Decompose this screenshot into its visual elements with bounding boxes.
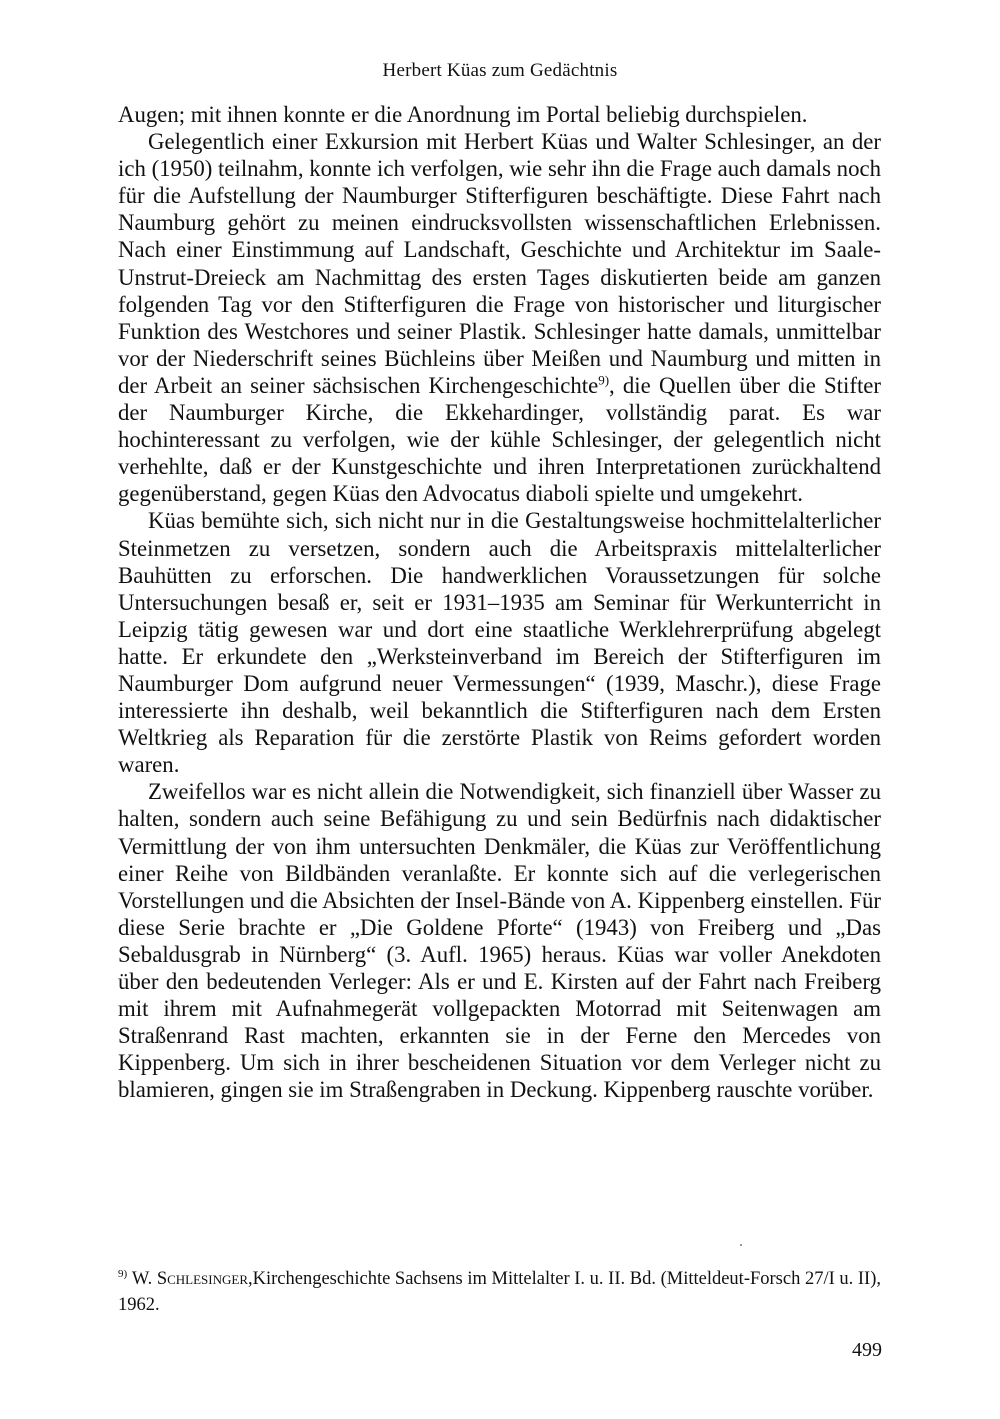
- footnote-author: W. Schlesinger,: [131, 1269, 253, 1289]
- print-speck: [740, 1244, 742, 1246]
- body-text: [118, 101, 881, 1103]
- paragraph-1: Augen; mit ihnen konnte er die Anordnung im Portal beliebig durchspielen.: [118, 102, 808, 127]
- running-head: Herbert Küas zum Gedächtnis: [382, 60, 618, 81]
- footnote-mark: 9): [118, 1267, 128, 1280]
- footnote: [118, 1267, 881, 1318]
- page-number: 499: [852, 1339, 882, 1361]
- footnote-text: Kirchengeschichte Sachsens im Mittelalter I. u. II. Bd. (Mitteldeut-Forsch 27/I u. II), 1962.: [118, 1269, 882, 1315]
- paragraph-2-text-b: , die Quellen über die Stifter der Naumburger Kirche, die Ekkehardinger, vollständig parat. Es war hochinteressant zu verfolgen, wie der kühle Schlesinger, der gelegentlich nicht verhehlte, daß er der Kunstgeschichte und ihren Interpretationen zurückhaltend gegenüberstand, gegen Küas den Advocatus diaboli spielte und umgekehrt.: [118, 372, 881, 507]
- paragraph-2: [118, 128, 881, 507]
- paragraph-3: Küas bemühte sich, sich nicht nur in die Gestaltungsweise hochmittelalterlicher Steinmetzen zu versetzen, sondern auch die Arbeitspraxis mittelalterlicher Bauhütten zu erforschen. Die handwerklichen Voraussetzungen für solche Untersuchungen besaß er, seit er 1931–1935 am Seminar für Werkunterricht in Leipzig tätig gewesen war und dort eine staatliche Werklehrerprüfung abgelegt hatte. Er erkundete den „Werksteinverband im Bereich der Stifterfiguren im Naumburger Dom aufgrund neuer Vermessungen“ (1939, Maschr.), diese Frage interessierte ihn deshalb, weil bekanntlich die Stifterfiguren nach dem Ersten Weltkrieg als Reparation für die zerstörte Plastik von Reims gefordert worden waren.: [118, 508, 881, 778]
- paragraph-2-text-a: Gelegentlich einer Exkursion mit Herbert Küas und Walter Schlesinger, an der ich (1950) teilnahm, konnte ich verfolgen, wie sehr ihn die Frage auch damals noch für die Aufstellung der Naumburger Stifterfiguren beschäftigte. Diese Fahrt nach Naumburg gehört zu meinen eindrucksvollsten wissenschaftlichen Erlebnissen. Nach einer Einstimmung auf Landschaft, Geschichte und Architektur im Saale-Unstrut-Dreieck am Nachmittag des ersten Tages diskutierten beide am ganzen folgenden Tag vor den Stifterfiguren die Frage von historischer und liturgischer Funktion des Westchores und seiner Plastik. Schlesinger hatte damals, unmittelbar vor der Niederschrift seines Büchleins über Meißen und Naumburg und mitten in der Arbeit an seiner sächsischen Kirchengeschichte: [118, 129, 881, 398]
- paragraph-4: Zweifellos war es nicht allein die Notwendigkeit, sich finanziell über Wasser zu halten, sondern auch seine Befähigung zu und sein Bedürfnis nach didaktischer Vermittlung der von ihm untersuchten Denkmäler, die Küas zur Veröffentlichung einer Reihe von Bildbänden veranlaßte. Er konnte sich auf die verlegerischen Vorstellungen und die Absichten der Insel-Bände von A. Kippenberg einstellen. Für diese Serie brachte er „Die Goldene Pforte“ (1943) von Freiberg und „Das Sebaldusgrab in Nürnberg“ (3. Aufl. 1965) heraus. Küas war voller Anekdoten über den bedeutenden Verleger: Als er und E. Kirsten auf der Fahrt nach Freiberg mit ihrem mit Aufnahmegerät vollgepackten Motorrad mit Seitenwagen am Straßenrand Rast machten, erkannten sie in der Ferne den Mercedes von Kippenberg. Um sich in ihrer bescheidenen Situation vor dem Verleger nicht zu blamieren, gingen sie im Straßengraben in Deckung. Kippenberg rauschte vorüber.: [118, 779, 881, 1103]
- footnote-reference-9[interactable]: 9): [598, 372, 610, 388]
